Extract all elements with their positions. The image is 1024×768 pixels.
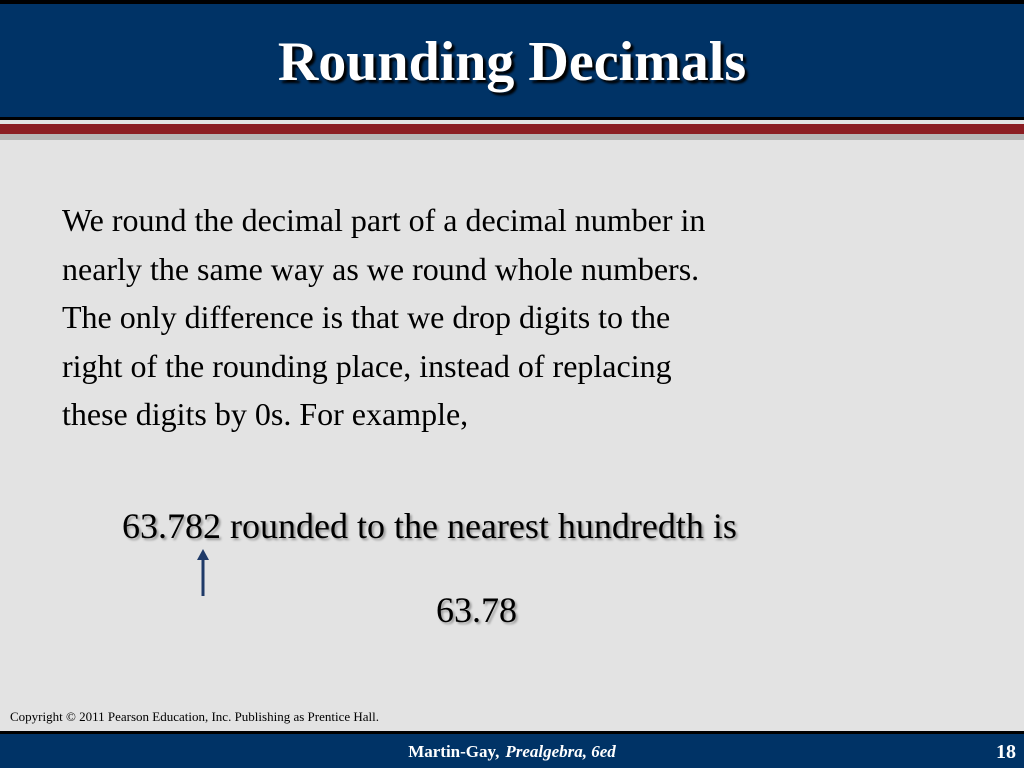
title-bar bbox=[0, 0, 1024, 120]
example-statement: 63.782 rounded to the nearest hundredth is bbox=[122, 506, 737, 546]
page-number: 18 bbox=[996, 741, 1016, 763]
body-line: We round the decimal part of a decimal number in bbox=[62, 202, 706, 238]
body-line: The only difference is that we drop digits to the bbox=[62, 299, 671, 335]
footer-book-title: Prealgebra, 6ed bbox=[505, 742, 616, 761]
copyright-notice: Copyright © 2011 Pearson Education, Inc. Publishing as Prentice Hall. bbox=[10, 709, 380, 724]
rounded-result: 63.78 bbox=[436, 590, 517, 630]
body-paragraph bbox=[62, 196, 902, 439]
body-line: nearly the same way as we round whole numbers. bbox=[62, 250, 700, 287]
body-line: right of the rounding place, instead of replacing bbox=[62, 347, 672, 384]
accent-stripe bbox=[0, 124, 1024, 134]
footer-citation bbox=[0, 742, 1024, 762]
divider-stripe bbox=[0, 134, 1024, 140]
up-arrow-icon bbox=[194, 548, 212, 598]
slide-title: Rounding Decimals bbox=[277, 31, 747, 93]
footer-bar bbox=[0, 731, 1024, 768]
footer-author: Martin-Gay, bbox=[408, 742, 500, 761]
body-line: these digits by 0s. For example, bbox=[62, 396, 469, 432]
